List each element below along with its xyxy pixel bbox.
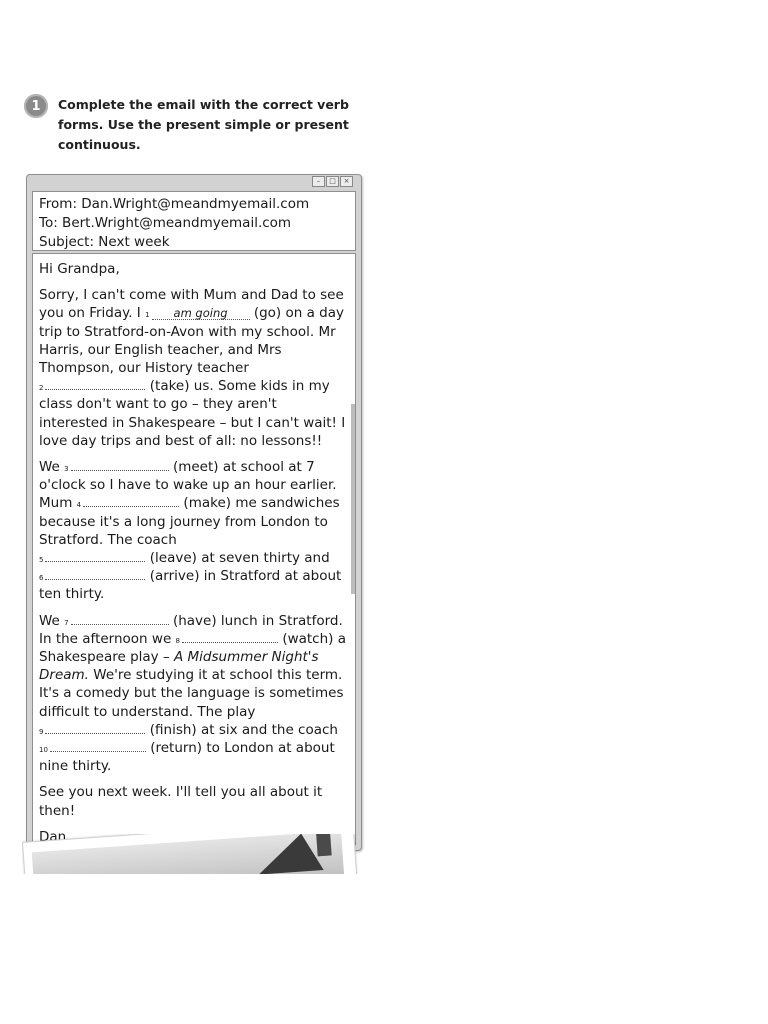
gap-number: 9 [39,727,44,736]
gap-number: 4 [76,501,82,510]
chimney-shape [316,834,332,856]
email-subject: Subject: Next week [39,234,170,250]
email-header [32,191,356,251]
window-titlebar [27,175,361,189]
minimize-icon[interactable]: – [312,176,325,187]
answer-gap-2[interactable] [45,377,145,390]
gap-number: 6 [39,574,44,583]
scrollbar-thumb[interactable] [351,404,355,594]
house-roof-shape [256,834,323,874]
answer-gap-7[interactable] [71,612,169,625]
gap-number: 3 [64,465,69,474]
gap-number: 8 [175,636,181,645]
answer-gap-5[interactable] [45,549,145,562]
exercise-number-badge: 1 [24,94,48,118]
email-from: From: Dan.Wright@meandmyemail.com [39,196,310,212]
answer-gap-8[interactable] [182,630,278,643]
answer-gap-9[interactable] [45,721,145,734]
gap-number: 5 [39,556,44,565]
answer-gap-1[interactable]: am going [152,307,250,320]
photo-frame [22,834,358,874]
answer-gap-10[interactable] [50,739,146,752]
paragraph-2: We $^3$ (meet) at school at 7 o'clock so I have to wake up an hour earlier. Mum $^4$ (make) me sandwiches because it's a long journey from London to Stratford. The coach $^5$ (leave) at seven thirty and $^6$ (arrive) in Stratford at about ten thirty. [39,459,342,603]
email-closing: See you next week. I'll tell you all about it then! [39,784,323,819]
close-icon[interactable]: × [340,176,353,187]
email-signature: Dan [39,828,67,845]
email-greeting: Hi Grandpa, [39,261,120,277]
gap-number: 2 [39,384,44,393]
gap-number: 1 [145,311,150,320]
play-title: A Midsummer Night's Dream. [39,649,319,684]
email-window [26,174,362,851]
answer-gap-6[interactable] [45,567,145,580]
maximize-icon[interactable]: □ [326,176,339,187]
gap-number: 7 [64,618,69,627]
window-controls [312,176,353,187]
answer-gap-4[interactable] [83,494,179,507]
paragraph-1: Sorry, I can't come with Mum and Dad to see you on Friday. I $^1$ am going (go) on a day trip to Stratford-on-Avon with my school. Mr Harris, our English teacher, and Mrs Thompson, our History teacher $^2$ (take) us. Some kids in my class don't want to go – they aren't interested in Shakespeare – but I can't wait! I love day trips and best of all: no lessons!! [39,287,346,449]
house-photo [32,834,345,874]
photo-strip [22,834,360,874]
answer-gap-3[interactable] [71,458,169,471]
paragraph-3: We $^7$ (have) lunch in Stratford. In the afternoon we $^8$ (watch) a Shakespeare play – A Midsummer Night's Dream. We're studying it at school this term. It's a comedy but the language is sometimes difficult to understand. The play $^9$ (finish) at six and the coach $^{10}$ (return) to London at about nine thirty. [39,612,346,775]
gap-number: 10 [39,746,48,755]
email-to: To: Bert.Wright@meandmyemail.com [39,215,292,231]
instruction-text: Complete the email with the correct verb forms. Use the present simple or present continuous. [58,97,349,152]
email-body [32,253,356,845]
